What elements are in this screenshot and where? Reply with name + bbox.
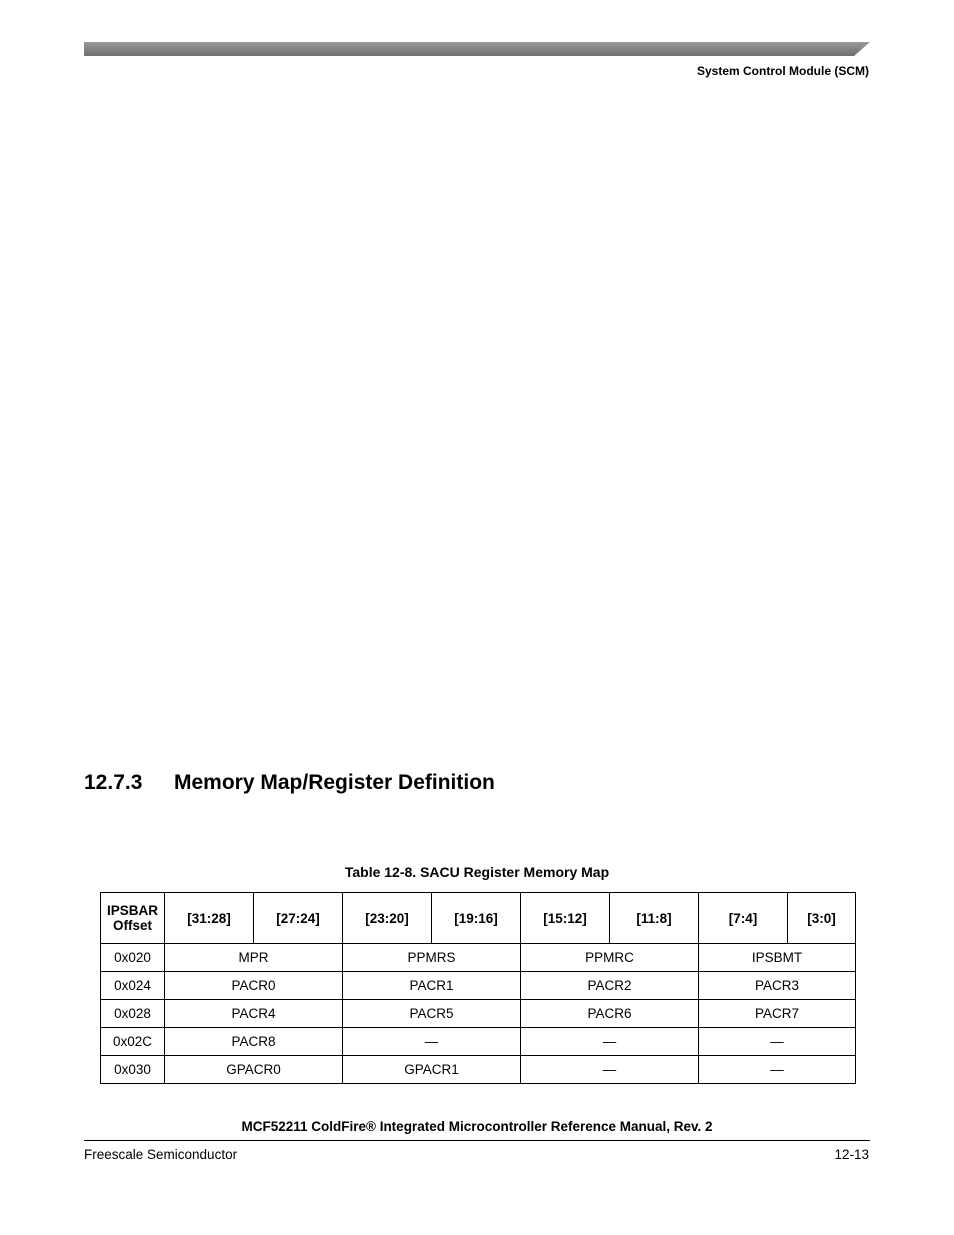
table-row	[101, 1056, 856, 1084]
register-cell: GPACR0	[165, 1056, 343, 1084]
table-caption: Table 12-8. SACU Register Memory Map	[344, 864, 610, 880]
offset-cell: 0x028	[101, 1000, 165, 1028]
header-bits-19-16: [19:16]	[432, 893, 521, 944]
register-cell: PACR5	[343, 1000, 521, 1028]
register-cell: MPR	[165, 944, 343, 972]
offset-cell: 0x030	[101, 1056, 165, 1084]
manual-title: MCF52211 ColdFire® Integrated Microcontroller Reference Manual, Rev. 2	[241, 1119, 713, 1134]
table-row	[101, 944, 856, 972]
register-cell: PACR0	[165, 972, 343, 1000]
header-ipsbar-offset: IPSBAR Offset	[101, 893, 165, 944]
register-cell: PACR8	[165, 1028, 343, 1056]
table-row	[101, 1000, 856, 1028]
header-bits-3-0: [3:0]	[788, 893, 856, 944]
page-number: 12-13	[834, 1147, 869, 1162]
register-cell: GPACR1	[343, 1056, 521, 1084]
register-cell: PACR2	[521, 972, 699, 1000]
register-cell: PACR1	[343, 972, 521, 1000]
table-row	[101, 972, 856, 1000]
section-title: Memory Map/Register Definition	[174, 771, 495, 794]
register-cell: PACR6	[521, 1000, 699, 1028]
section-number: 12.7.3	[84, 771, 143, 794]
table-header-row	[101, 893, 856, 944]
register-memory-map-table	[100, 892, 856, 1084]
company-name: Freescale Semiconductor	[84, 1147, 238, 1162]
offset-cell: 0x02C	[101, 1028, 165, 1056]
section-heading	[84, 771, 495, 795]
header-bits-15-12: [15:12]	[521, 893, 610, 944]
header-bits-7-4: [7:4]	[699, 893, 788, 944]
register-cell: —	[343, 1028, 521, 1056]
offset-cell: 0x020	[101, 944, 165, 972]
header-bits-11-8: [11:8]	[610, 893, 699, 944]
register-cell: IPSBMT	[699, 944, 856, 972]
footer-divider	[84, 1140, 870, 1141]
register-cell: —	[521, 1028, 699, 1056]
table-row	[101, 1028, 856, 1056]
header-bits-23-20: [23:20]	[343, 893, 432, 944]
register-cell: PPMRS	[343, 944, 521, 972]
header-bits-31-28: [31:28]	[165, 893, 254, 944]
register-cell: —	[521, 1056, 699, 1084]
running-head: System Control Module (SCM)	[696, 64, 869, 78]
register-cell: —	[699, 1056, 856, 1084]
register-cell: PACR4	[165, 1000, 343, 1028]
register-cell: PPMRC	[521, 944, 699, 972]
offset-cell: 0x024	[101, 972, 165, 1000]
register-cell: PACR7	[699, 1000, 856, 1028]
header-bar	[84, 42, 870, 56]
register-cell: —	[699, 1028, 856, 1056]
register-cell: PACR3	[699, 972, 856, 1000]
header-bits-27-24: [27:24]	[254, 893, 343, 944]
